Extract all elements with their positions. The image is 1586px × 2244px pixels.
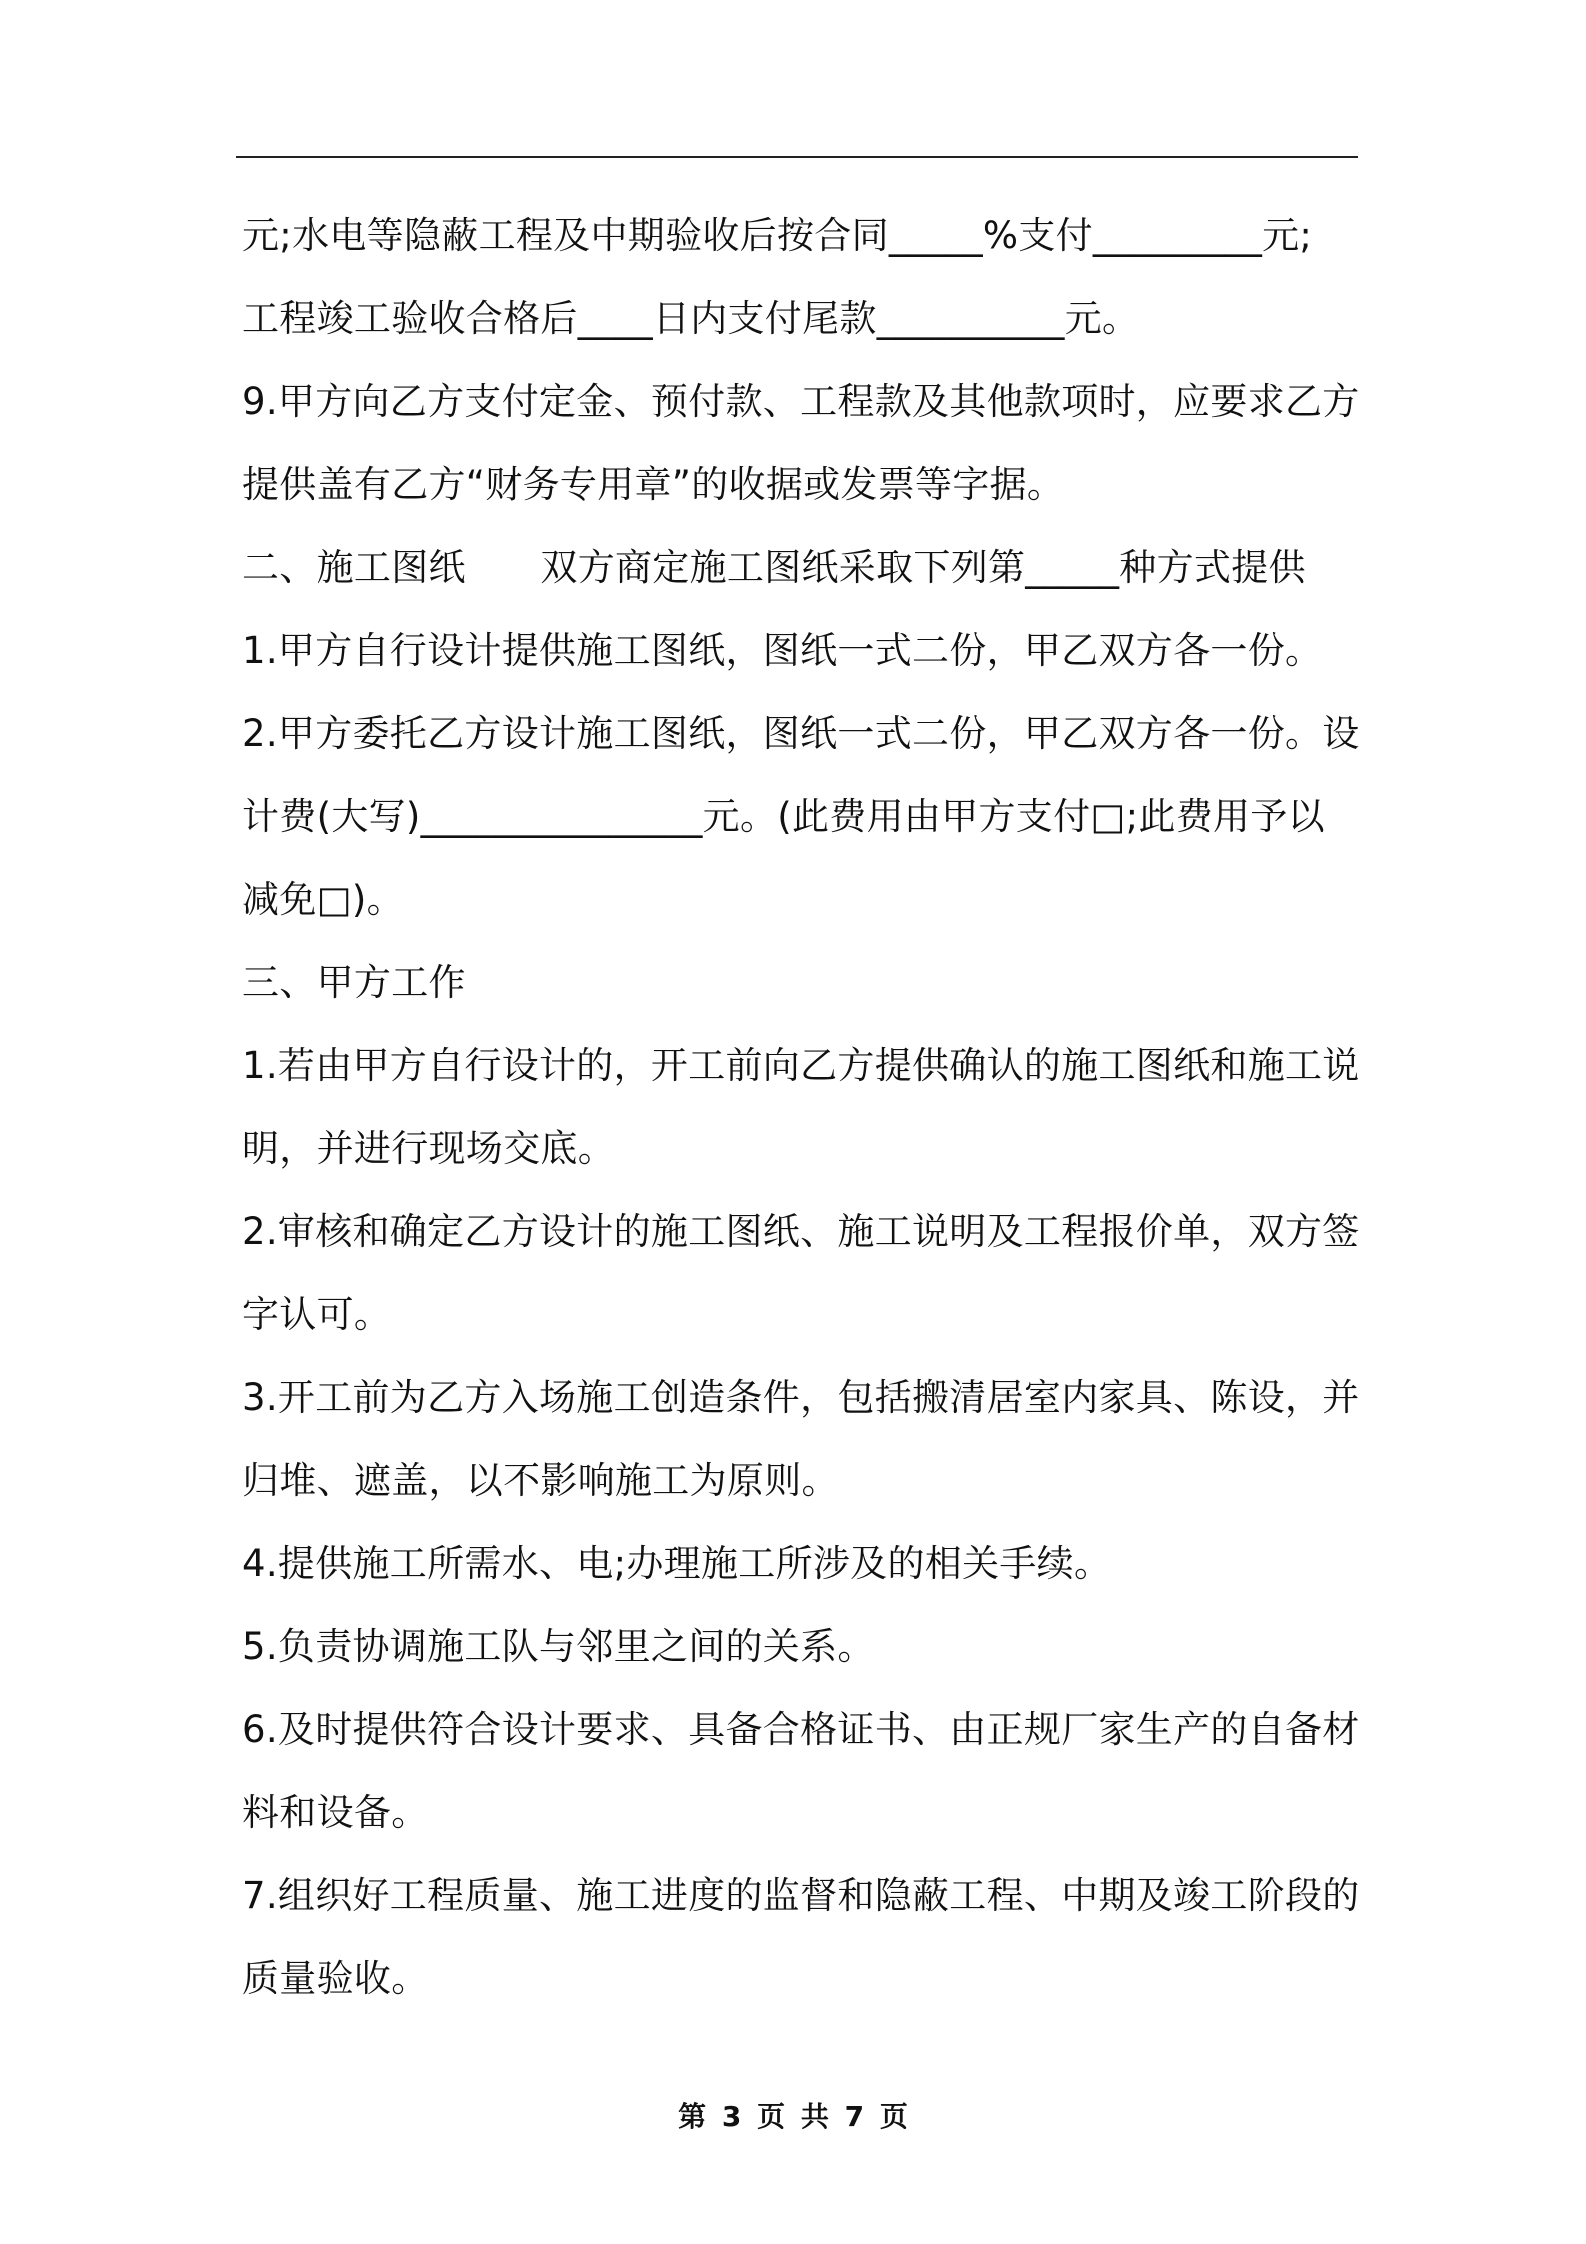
text-line: 计费(大写)_______________元。(此费用由甲方支付□;此费用予以 [242, 795, 1325, 838]
text-line: 料和设备。 [242, 1791, 429, 1834]
text-line: 3.开工前为乙方入场施工创造条件，包括搬清居室内家具、陈设，并 [242, 1376, 1360, 1419]
document-body [242, 194, 1358, 2020]
text-line: 提供盖有乙方“财务专用章”的收据或发票等字据。 [242, 463, 1065, 506]
header-rule [236, 156, 1358, 158]
section-heading-drawings: 二、施工图纸 双方商定施工图纸采取下列第_____种方式提供 [242, 546, 1306, 589]
text-line: 元;水电等隐蔽工程及中期验收后按合同_____%支付_________元; [242, 214, 1313, 257]
text-line: 减免□)。 [242, 878, 404, 921]
text-line: 5.负责协调施工队与邻里之间的关系。 [242, 1625, 875, 1668]
text-line: 1.若由甲方自行设计的，开工前向乙方提供确认的施工图纸和施工说 [242, 1044, 1360, 1087]
text-line: 2.审核和确定乙方设计的施工图纸、施工说明及工程报价单，双方签 [242, 1210, 1360, 1253]
text-line: 6.及时提供符合设计要求、具备合格证书、由正规厂家生产的自备材 [242, 1708, 1360, 1751]
text-line: 明，并进行现场交底。 [242, 1127, 615, 1170]
text-line: 质量验收。 [242, 1957, 429, 2000]
text-line: 4.提供施工所需水、电;办理施工所涉及的相关手续。 [242, 1542, 1112, 1585]
text-line: 字认可。 [242, 1293, 392, 1336]
text-line: 归堆、遮盖，以不影响施工为原则。 [242, 1459, 839, 1502]
section-heading-party-a-work: 三、甲方工作 [242, 961, 466, 1004]
text-line: 1.甲方自行设计提供施工图纸，图纸一式二份，甲乙双方各一份。 [242, 629, 1323, 672]
text-line: 工程竣工验收合格后____日内支付尾款__________元。 [242, 297, 1140, 340]
text-line: 7.组织好工程质量、施工进度的监督和隐蔽工程、中期及竣工阶段的 [242, 1874, 1360, 1917]
page-number: 第 3 页 共 7 页 [678, 2100, 908, 2133]
text-line: 2.甲方委托乙方设计施工图纸，图纸一式二份，甲乙双方各一份。设 [242, 712, 1360, 755]
text-line: 9.甲方向乙方支付定金、预付款、工程款及其他款项时，应要求乙方 [242, 380, 1360, 423]
